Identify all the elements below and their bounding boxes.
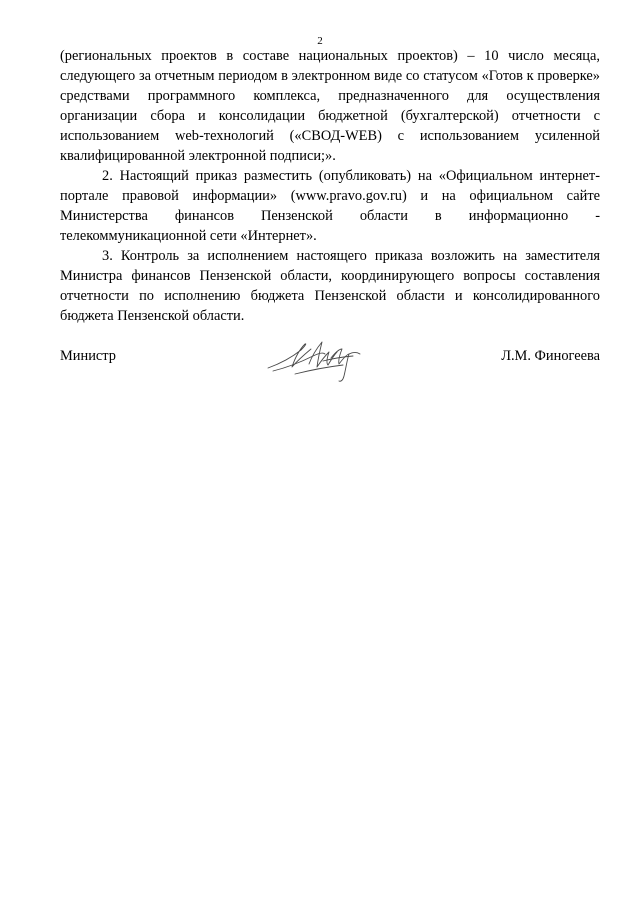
- document-body: [60, 46, 600, 326]
- text-line: Министерства финансов Пензенской области в информационно -: [60, 208, 600, 224]
- text-line: 3. Контроль за исполнением настоящего приказа возложить на заместителя: [102, 248, 600, 264]
- text-line: (региональных проектов в составе национальных проектов) – 10 число: [60, 48, 544, 64]
- signature-block: [60, 334, 600, 384]
- text-line: Министра финансов Пензенской области, координирующего вопросы составления: [60, 268, 600, 284]
- text-line: «Готов к проверке» средствами программного комплекса, предназначенного для: [60, 68, 600, 104]
- text-line: телекоммуникационной сети «Интернет».: [60, 228, 317, 244]
- text-line: месяца, следующего за отчетным периодом в электронном виде со статусом: [60, 48, 600, 84]
- text-line: отчетности по исполнению бюджета Пензенской области и консолидированного: [60, 288, 600, 304]
- paragraph-continuation: [60, 46, 600, 166]
- signatory-name: Л.М. Финогеева: [501, 348, 600, 364]
- text-line: отчетности с использованием web-технологий («СВОД-WEB) с использованием: [60, 108, 600, 144]
- paragraph-item-2: [60, 166, 600, 246]
- page-number: 2: [317, 35, 323, 47]
- text-line: 2. Настоящий приказ разместить (опубликовать) на «Официальном интернет-: [102, 168, 600, 184]
- text-line: осуществления организации сбора и консолидации бюджетной (бухгалтерской): [60, 88, 600, 124]
- handwritten-signature: [265, 334, 375, 384]
- signatory-role: Министр: [60, 348, 116, 364]
- paragraph-item-3: [60, 246, 600, 326]
- text-line: портале правовой информации» (www.pravo.gov.ru) и на официальном сайте: [60, 188, 600, 204]
- text-line: бюджета Пензенской области.: [60, 308, 245, 324]
- text-line: усиленной квалифицированной электронной подписи;».: [60, 128, 600, 164]
